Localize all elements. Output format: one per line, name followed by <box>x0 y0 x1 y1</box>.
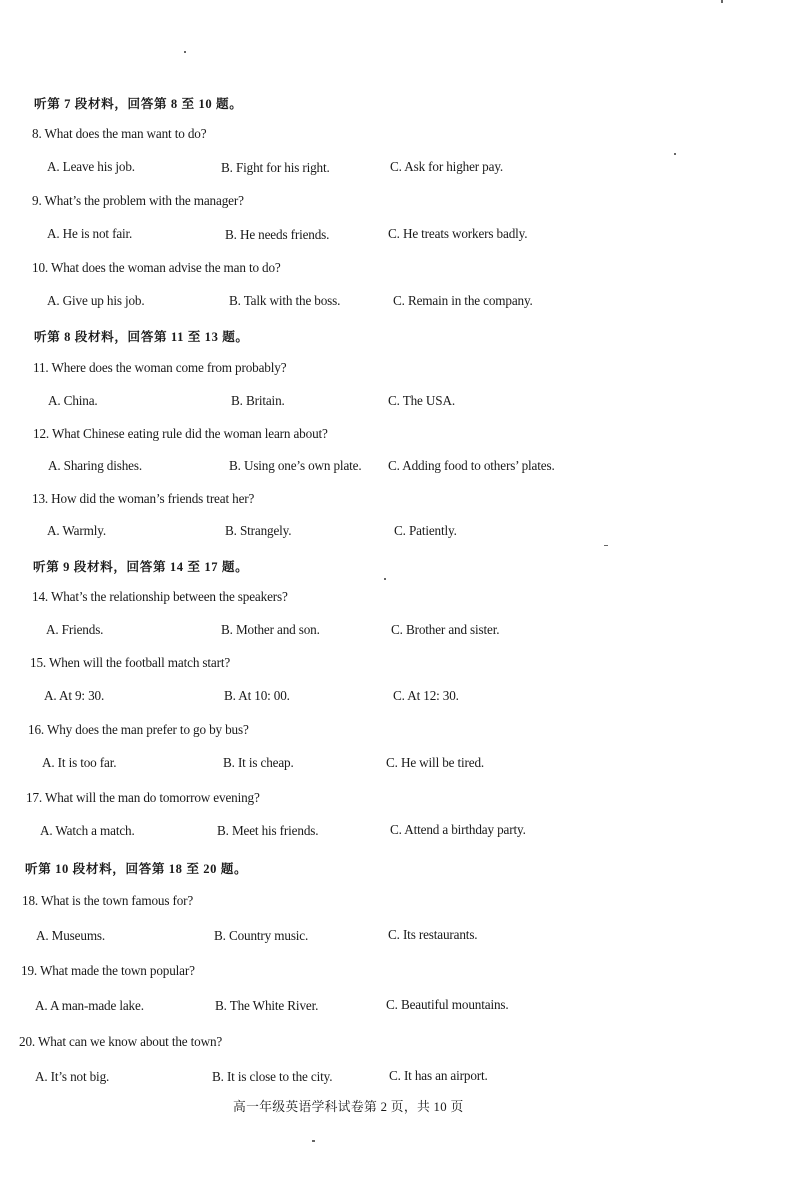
scan-speck <box>604 545 608 546</box>
question-text: 12. What Chinese eating rule did the woman learn about? <box>33 426 328 441</box>
option-a: A. Warmly. <box>47 523 106 538</box>
question-text: 14. What’s the relationship between the speakers? <box>32 589 288 604</box>
option-b: B. It is close to the city. <box>212 1069 333 1084</box>
question-text: 11. Where does the woman come from probably? <box>33 360 287 375</box>
scan-speck <box>384 578 386 580</box>
option-b: B. At 10: 00. <box>224 688 290 703</box>
option-c: C. The USA. <box>388 393 455 408</box>
option-b: B. Country music. <box>214 928 309 943</box>
option-a: A. Friends. <box>46 622 104 637</box>
question-text: 10. What does the woman advise the man to do? <box>32 260 281 275</box>
option-a: A. Sharing dishes. <box>48 458 143 473</box>
option-c: C. Its restaurants. <box>388 927 478 942</box>
question-text: 20. What can we know about the town? <box>19 1034 223 1049</box>
option-c: C. It has an airport. <box>389 1068 488 1083</box>
option-b: B. Britain. <box>231 393 285 408</box>
option-b: B. Using one’s own plate. <box>229 458 362 473</box>
scan-speck <box>721 0 723 3</box>
question-text: 8. What does the man want to do? <box>32 126 207 141</box>
option-a: A. It’s not big. <box>35 1069 110 1084</box>
question-text: 9. What’s the problem with the manager? <box>32 193 244 208</box>
option-c: C. Attend a birthday party. <box>390 822 526 837</box>
question-text: 19. What made the town popular? <box>21 963 195 978</box>
option-a: A. At 9: 30. <box>44 688 105 703</box>
option-a: A. It is too far. <box>42 755 117 770</box>
option-b: B. It is cheap. <box>223 755 294 770</box>
option-a: A. Museums. <box>36 928 106 943</box>
option-c: C. Beautiful mountains. <box>386 997 509 1012</box>
section-header: 听第 10 段材料，回答第 18 至 20 题。 <box>25 862 248 876</box>
scan-speck <box>184 51 186 53</box>
option-c: C. Brother and sister. <box>391 622 500 637</box>
option-c: C. He will be tired. <box>386 755 485 770</box>
option-a: A. China. <box>48 393 98 408</box>
option-b: B. Talk with the boss. <box>229 293 341 308</box>
option-c: C. Remain in the company. <box>393 293 533 308</box>
option-b: B. Meet his friends. <box>217 823 319 838</box>
option-b: B. The White River. <box>215 998 319 1013</box>
scan-speck <box>312 1140 315 1142</box>
option-a: A. A man-made lake. <box>35 998 144 1013</box>
section-header: 听第 9 段材料，回答第 14 至 17 题。 <box>33 560 249 574</box>
option-a: A. Leave his job. <box>47 159 135 174</box>
option-b: B. Strangely. <box>225 523 292 538</box>
question-text: 17. What will the man do tomorrow evening? <box>26 790 260 805</box>
option-c: C. Patiently. <box>394 523 457 538</box>
option-c: C. Adding food to others’ plates. <box>388 458 555 473</box>
option-a: A. Give up his job. <box>47 293 145 308</box>
question-text: 16. Why does the man prefer to go by bus? <box>28 722 249 737</box>
option-c: C. At 12: 30. <box>393 688 459 703</box>
question-text: 13. How did the woman’s friends treat her? <box>32 491 255 506</box>
section-header: 听第 7 段材料，回答第 8 至 10 题。 <box>34 97 243 111</box>
option-b: B. Mother and son. <box>221 622 320 637</box>
section-header: 听第 8 段材料，回答第 11 至 13 题。 <box>34 330 249 344</box>
option-c: C. He treats workers badly. <box>388 226 528 241</box>
option-a: A. Watch a match. <box>40 823 135 838</box>
option-b: B. Fight for his right. <box>221 160 330 175</box>
scan-speck <box>674 153 676 155</box>
question-text: 18. What is the town famous for? <box>22 893 194 908</box>
question-text: 15. When will the football match start? <box>30 655 231 670</box>
option-a: A. He is not fair. <box>47 226 133 241</box>
page-footer: 高一年级英语学科试卷第 2 页，共 10 页 <box>233 1100 464 1114</box>
option-c: C. Ask for higher pay. <box>390 159 504 174</box>
option-b: B. He needs friends. <box>225 227 330 242</box>
